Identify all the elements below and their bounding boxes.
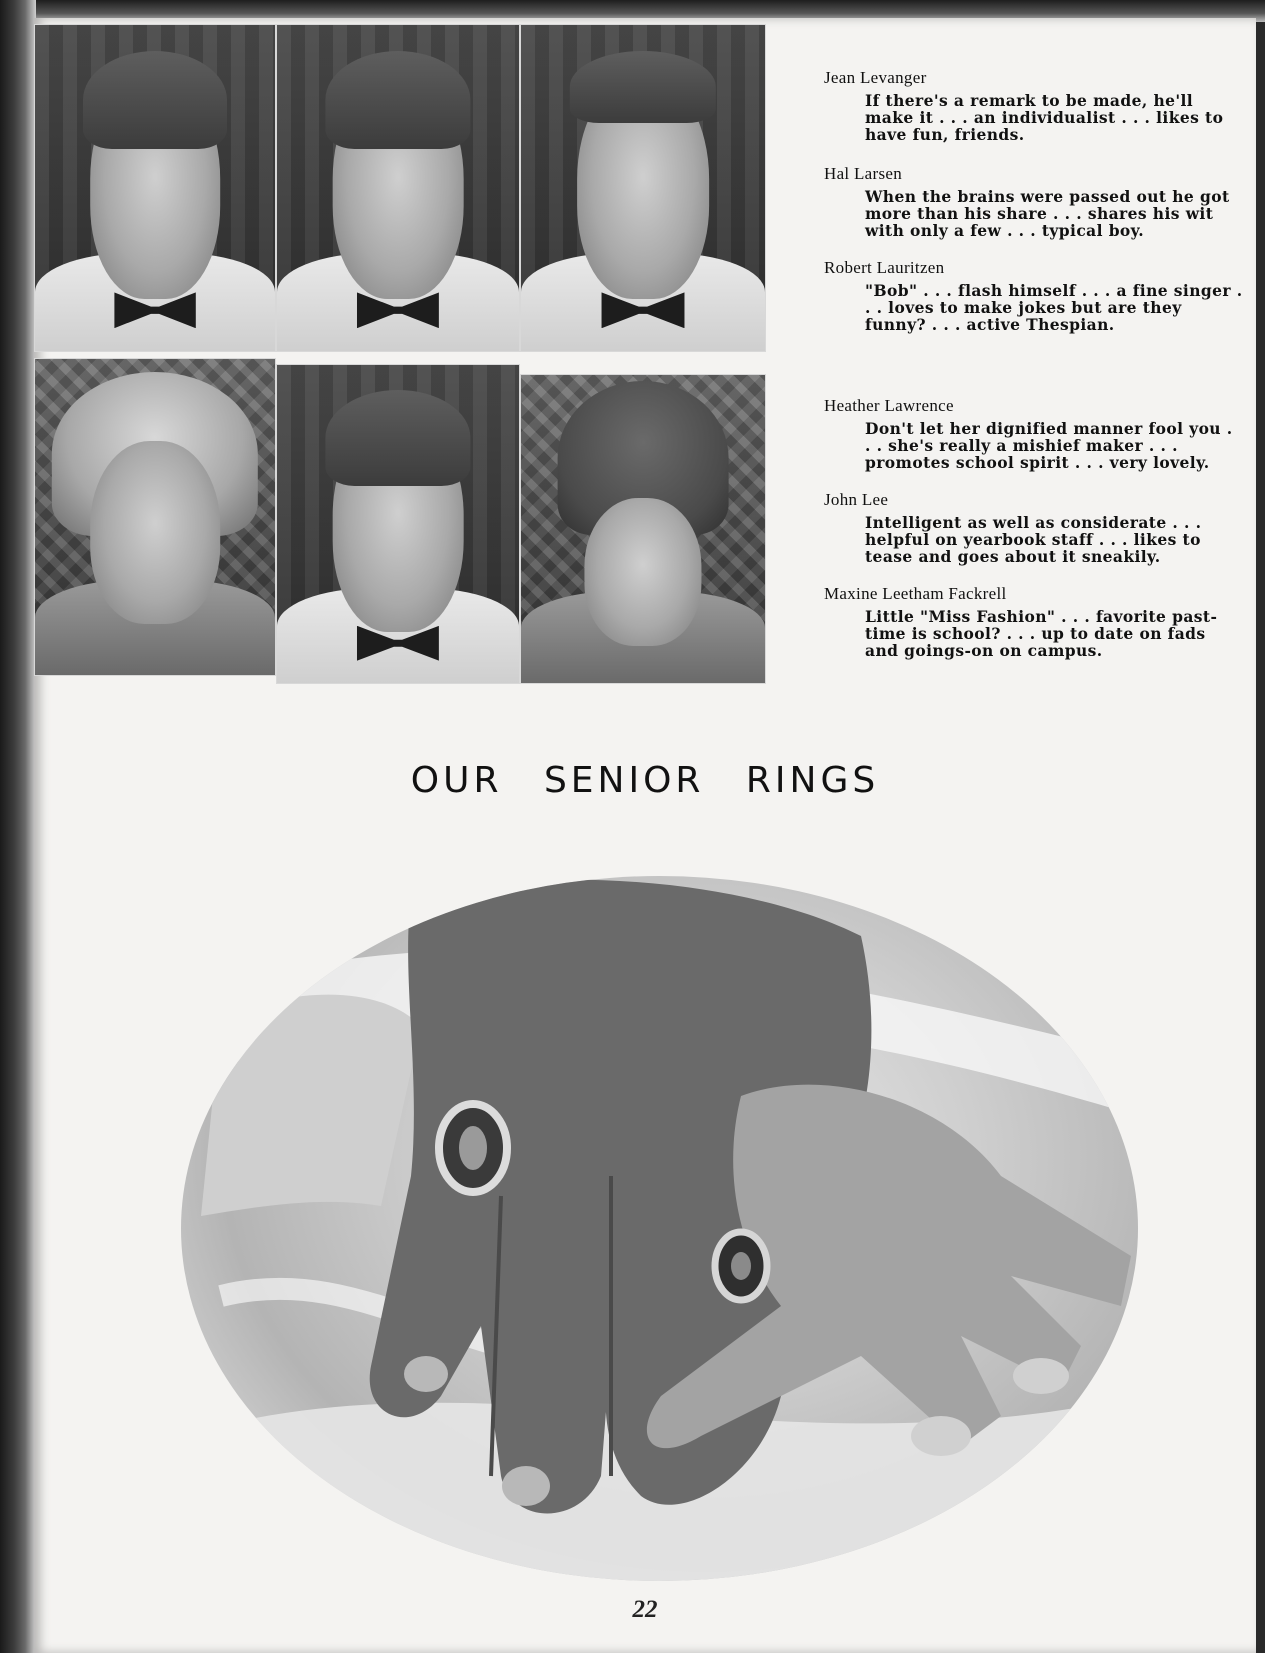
student-name: Maxine Leetham Fackrell [824,584,1007,603]
yearbook-page [34,18,1256,1653]
student-name: Hal Larsen [824,164,903,183]
bio-entry [824,490,1244,565]
student-description: Intelligent as well as considerate . . . helpful on yearbook staff . . . likes to tease and goes about it sneakily. [865,513,1202,566]
student-name: John Lee [824,490,889,509]
portrait-photo-3 [520,24,766,352]
bio-entry [824,164,1244,239]
bio-entry [824,396,1244,471]
hands-illustration [181,876,1138,1581]
student-description: Don't let her dignified manner fool you . . . she's really a mishief maker . . . promotes school spirit . . . very lovely. [865,419,1233,472]
portrait-photo-4 [34,358,276,676]
portrait-photo-1 [34,24,276,352]
book-binding [0,0,36,1653]
page-number: 22 [632,1596,658,1623]
bio-entry [824,68,1244,143]
portrait-photo-5 [276,364,520,684]
student-name: Jean Levanger [824,68,927,87]
portrait-photo-2 [276,24,520,352]
bio-entry [824,258,1244,333]
bio-entry [824,584,1244,659]
student-name: Robert Lauritzen [824,258,945,277]
student-description: When the brains were passed out he got more than his share . . . shares his wit with only a few . . . typical boy. [865,187,1230,240]
portrait-photo-6 [520,374,766,684]
senior-rings-photo [181,876,1138,1581]
student-description: "Bob" . . . flash himself . . . a fine singer . . . loves to make jokes but are they funny? . . . active Thespian. [865,281,1243,334]
student-description: If there's a remark to be made, he'll make it . . . an individualist . . . likes to have fun, friends. [865,91,1224,144]
section-title: OUR SENIOR RINGS [410,760,880,801]
student-name: Heather Lawrence [824,396,954,415]
student-description: Little "Miss Fashion" . . . favorite past-time is school? . . . up to date on fads and goings-on on campus. [865,607,1218,660]
